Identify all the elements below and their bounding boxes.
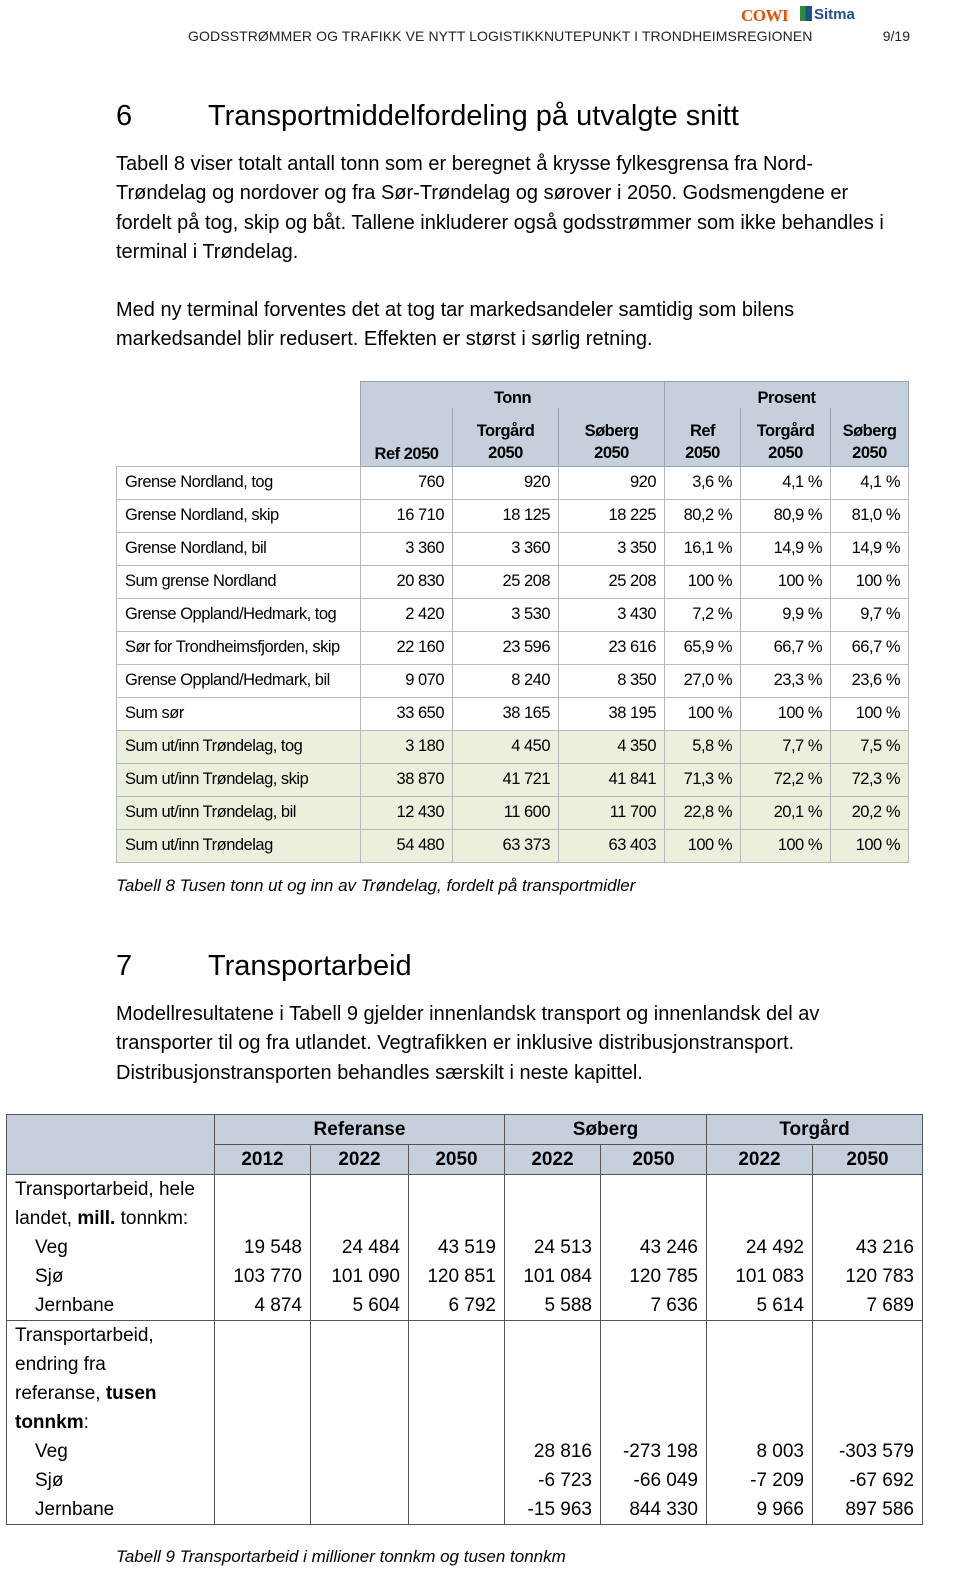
- paragraph: Modellresultatene i Tabell 9 gjelder innenlandsk transport og innenlandsk del av transporter til og fra utlandet. Vegtrafikken er inklusive distribusjonstransport. Distribusjonstransporten behandles særskilt i neste kapittel.: [116, 1003, 820, 1084]
- table-cell: 23,6 %: [831, 664, 909, 697]
- empty-cell: [215, 1379, 311, 1408]
- block-title: Transportarbeid, hele: [7, 1175, 215, 1205]
- table-cell: 120 785: [601, 1262, 707, 1291]
- group-header-referanse: Referanse: [215, 1115, 505, 1145]
- table-cell: 100 %: [741, 829, 831, 862]
- empty-cell: [601, 1350, 707, 1379]
- cowi-logo: COWI: [741, 6, 789, 25]
- table-cell: 28 816: [505, 1437, 601, 1466]
- table-cell: 760: [361, 466, 453, 499]
- table-cell: 23 616: [559, 631, 665, 664]
- empty-cell: [601, 1175, 707, 1205]
- sitma-logo: [800, 6, 855, 24]
- table-cell: 65,9 %: [665, 631, 741, 664]
- table-cell: 3 530: [453, 598, 559, 631]
- table-cell: 844 330: [601, 1495, 707, 1525]
- block-title-row: [7, 1175, 923, 1205]
- row-label: Sjø: [7, 1466, 215, 1495]
- table-cell: 120 783: [813, 1262, 923, 1291]
- table-cell: 38 165: [453, 697, 559, 730]
- table-cell: 20,1 %: [741, 796, 831, 829]
- table-cell: 7,7 %: [741, 730, 831, 763]
- table-cell: 18 225: [559, 499, 665, 532]
- block-title: Transportarbeid,: [7, 1321, 215, 1351]
- empty-cell: [813, 1408, 923, 1437]
- group-header-torgard: Torgård: [707, 1115, 923, 1145]
- sitma-logo-mark-icon: [800, 6, 812, 21]
- table-cell: 100 %: [741, 697, 831, 730]
- table-cell: 7 636: [601, 1291, 707, 1321]
- table-cell: 4 350: [559, 730, 665, 763]
- group-header-soberg: Søberg: [505, 1115, 707, 1145]
- table-cell: 38 870: [361, 763, 453, 796]
- group-header-tonn: Tonn: [361, 382, 665, 409]
- table-cell: 24 492: [707, 1233, 813, 1262]
- table-cell: 72,3 %: [831, 763, 909, 796]
- table-cell: 100 %: [741, 565, 831, 598]
- row-label: Sum grense Nordland: [117, 565, 361, 598]
- table-row: [7, 1495, 923, 1525]
- table-cell: 100 %: [665, 565, 741, 598]
- table-cell: 43 216: [813, 1233, 923, 1262]
- table-cell: 100 %: [831, 697, 909, 730]
- table-cell: 897 586: [813, 1495, 923, 1525]
- block-title-row: [7, 1350, 923, 1379]
- table-corner: [7, 1115, 215, 1145]
- table-cell: 4 450: [453, 730, 559, 763]
- table-cell: 8 003: [707, 1437, 813, 1466]
- page-number: 9/19: [882, 28, 910, 44]
- year-header: 2022: [707, 1145, 813, 1175]
- empty-cell: [813, 1379, 923, 1408]
- block-title-text: :: [83, 1411, 89, 1433]
- table-cell: 16,1 %: [665, 532, 741, 565]
- block-title-row: [7, 1379, 923, 1408]
- table-cell: 81,0 %: [831, 499, 909, 532]
- empty-cell: [311, 1321, 409, 1351]
- block-title-text: tonnkm:: [115, 1207, 189, 1229]
- page-header: [188, 24, 910, 48]
- block-title-text: referanse,: [15, 1382, 106, 1404]
- column-header: Ref 2050: [361, 408, 453, 466]
- empty-cell: [215, 1321, 311, 1351]
- row-label: Jernbane: [7, 1291, 215, 1321]
- year-header-row: [7, 1145, 923, 1175]
- table-cell: 33 650: [361, 697, 453, 730]
- empty-cell: [505, 1175, 601, 1205]
- table-cell: 100 %: [665, 697, 741, 730]
- table-cell: 920: [453, 466, 559, 499]
- table-cell: 41 841: [559, 763, 665, 796]
- table-cell: 72,2 %: [741, 763, 831, 796]
- table-row: [117, 730, 909, 763]
- empty-cell: [505, 1379, 601, 1408]
- empty-cell: [311, 1379, 409, 1408]
- table-cell: 2 420: [361, 598, 453, 631]
- table-8: [116, 381, 909, 863]
- row-label: Veg: [7, 1437, 215, 1466]
- table-cell: 11 600: [453, 796, 559, 829]
- block-title: [7, 1379, 215, 1408]
- year-header: 2022: [311, 1145, 409, 1175]
- table-cell: 18 125: [453, 499, 559, 532]
- table-cell: -66 049: [601, 1466, 707, 1495]
- table-cell: [215, 1495, 311, 1525]
- table-cell: 80,2 %: [665, 499, 741, 532]
- table-cell: 71,3 %: [665, 763, 741, 796]
- table-row: [7, 1262, 923, 1291]
- table-cell: 63 373: [453, 829, 559, 862]
- table-cell: 22,8 %: [665, 796, 741, 829]
- table-row: [7, 1437, 923, 1466]
- table-cell: [215, 1466, 311, 1495]
- table-cell: 3 360: [453, 532, 559, 565]
- table-cell: 80,9 %: [741, 499, 831, 532]
- section-number: 6: [116, 100, 133, 132]
- table-cell: 43 246: [601, 1233, 707, 1262]
- table-cell: 43 519: [409, 1233, 505, 1262]
- table-cell: 66,7 %: [831, 631, 909, 664]
- year-header: 2050: [813, 1145, 923, 1175]
- table-cell: 103 770: [215, 1262, 311, 1291]
- column-header: Søberg 2050: [831, 408, 909, 466]
- table-cell: 23 596: [453, 631, 559, 664]
- empty-cell: [409, 1408, 505, 1437]
- empty-cell: [505, 1204, 601, 1233]
- table-cell: 19 548: [215, 1233, 311, 1262]
- row-label: Sum ut/inn Trøndelag, skip: [117, 763, 361, 796]
- row-label: Sjø: [7, 1262, 215, 1291]
- table-cell: -303 579: [813, 1437, 923, 1466]
- table-cell: -67 692: [813, 1466, 923, 1495]
- table-cell: 16 710: [361, 499, 453, 532]
- group-header-prosent: Prosent: [665, 382, 909, 409]
- block-title-row: [7, 1204, 923, 1233]
- table-row: [117, 796, 909, 829]
- empty-cell: [409, 1175, 505, 1205]
- block-title: [7, 1408, 215, 1437]
- table-cell: 101 084: [505, 1262, 601, 1291]
- row-label: Sør for Trondheimsfjorden, skip: [117, 631, 361, 664]
- row-label: Sum ut/inn Trøndelag, bil: [117, 796, 361, 829]
- empty-cell: [409, 1350, 505, 1379]
- table-cell: 24 513: [505, 1233, 601, 1262]
- row-label: Grense Nordland, bil: [117, 532, 361, 565]
- table-cell: 8 350: [559, 664, 665, 697]
- table-cell: [409, 1495, 505, 1525]
- table-row: [117, 532, 909, 565]
- empty-cell: [813, 1175, 923, 1205]
- empty-cell: [813, 1350, 923, 1379]
- empty-cell: [505, 1408, 601, 1437]
- column-header: Torgård 2050: [453, 408, 559, 466]
- year-header: 2012: [215, 1145, 311, 1175]
- table-cell: 5 604: [311, 1291, 409, 1321]
- table-row: [117, 664, 909, 697]
- section-title: Transportmiddelfordeling på utvalgte snitt: [208, 100, 739, 132]
- sitma-logo-text: Sitma: [814, 6, 855, 23]
- table-cell: 38 195: [559, 697, 665, 730]
- table-cell: 22 160: [361, 631, 453, 664]
- table-cell: [409, 1466, 505, 1495]
- table-cell: 7 689: [813, 1291, 923, 1321]
- table-corner: [7, 1145, 215, 1175]
- empty-cell: [707, 1408, 813, 1437]
- empty-cell: [707, 1204, 813, 1233]
- table-cell: 3,6 %: [665, 466, 741, 499]
- row-label: Sum ut/inn Trøndelag: [117, 829, 361, 862]
- section-title: Transportarbeid: [208, 950, 412, 982]
- table-8-caption: Tabell 8 Tusen tonn ut og inn av Trøndelag, fordelt på transportmidler: [116, 876, 636, 895]
- empty-cell: [215, 1175, 311, 1205]
- table-cell: 41 721: [453, 763, 559, 796]
- table-cell: 9,9 %: [741, 598, 831, 631]
- empty-cell: [601, 1321, 707, 1351]
- table-cell: 14,9 %: [741, 532, 831, 565]
- empty-cell: [505, 1350, 601, 1379]
- table-cell: 63 403: [559, 829, 665, 862]
- table-cell: 100 %: [665, 829, 741, 862]
- table-cell: 7,5 %: [831, 730, 909, 763]
- block-title-unit: mill.: [77, 1207, 116, 1229]
- row-label: Grense Oppland/Hedmark, tog: [117, 598, 361, 631]
- table-cell: -7 209: [707, 1466, 813, 1495]
- empty-cell: [215, 1350, 311, 1379]
- table-cell: [311, 1495, 409, 1525]
- block-title-row: [7, 1321, 923, 1351]
- table-row: [117, 499, 909, 532]
- empty-cell: [707, 1175, 813, 1205]
- table-cell: 8 240: [453, 664, 559, 697]
- empty-cell: [311, 1175, 409, 1205]
- table-cell: 20,2 %: [831, 796, 909, 829]
- empty-cell: [813, 1321, 923, 1351]
- column-header: Søberg 2050: [559, 408, 665, 466]
- table-cell: 66,7 %: [741, 631, 831, 664]
- table-row: [117, 829, 909, 862]
- header-title: GODSSTRØMMER OG TRAFIKK VE NYTT LOGISTIKKNUTEPUNKT I TRONDHEIMSREGIONEN: [188, 28, 813, 44]
- empty-cell: [409, 1379, 505, 1408]
- table-cell: 4 874: [215, 1291, 311, 1321]
- table-cell: 27,0 %: [665, 664, 741, 697]
- empty-cell: [601, 1408, 707, 1437]
- table-cell: 12 430: [361, 796, 453, 829]
- table-9-caption: Tabell 9 Transportarbeid i millioner tonnkm og tusen tonnkm: [116, 1547, 566, 1566]
- empty-cell: [215, 1204, 311, 1233]
- empty-cell: [409, 1321, 505, 1351]
- empty-cell: [311, 1408, 409, 1437]
- table-cell: 24 484: [311, 1233, 409, 1262]
- table-cell: [409, 1437, 505, 1466]
- table-cell: [311, 1466, 409, 1495]
- table-cell: 120 851: [409, 1262, 505, 1291]
- row-label: Jernbane: [7, 1495, 215, 1525]
- empty-cell: [707, 1350, 813, 1379]
- row-label: Grense Nordland, skip: [117, 499, 361, 532]
- row-label: Sum ut/inn Trøndelag, tog: [117, 730, 361, 763]
- empty-cell: [601, 1379, 707, 1408]
- block-title-row: [7, 1408, 923, 1437]
- table-cell: 3 350: [559, 532, 665, 565]
- table-cell: 9 070: [361, 664, 453, 697]
- paragraph: Tabell 8 viser totalt antall tonn som er beregnet å krysse fylkesgrensa fra Nord-Trøndelag og nordover og fra Sør-Trøndelag og sørover i 2050. Godsmengdene er fordelt på tog, skip og båt. Tallene inkluderer også godsstrømmer som ikke behandles i terminal i Trøndelag.: [116, 153, 884, 264]
- table-row: [7, 1291, 923, 1321]
- table-row: [117, 631, 909, 664]
- section-number: 7: [116, 950, 133, 982]
- table-cell: 5 588: [505, 1291, 601, 1321]
- table-cell: 3 360: [361, 532, 453, 565]
- empty-cell: [311, 1204, 409, 1233]
- table-cell: 3 430: [559, 598, 665, 631]
- table-cell: 920: [559, 466, 665, 499]
- empty-cell: [409, 1204, 505, 1233]
- table-cell: 11 700: [559, 796, 665, 829]
- table-cell: -273 198: [601, 1437, 707, 1466]
- block-title: [7, 1204, 215, 1233]
- empty-cell: [505, 1321, 601, 1351]
- table-cell: 54 480: [361, 829, 453, 862]
- table-9: [6, 1114, 923, 1525]
- table-cell: 9 966: [707, 1495, 813, 1525]
- row-label: Sum sør: [117, 697, 361, 730]
- block-title-text: landet,: [15, 1207, 78, 1229]
- table-cell: 101 083: [707, 1262, 813, 1291]
- table-corner: [117, 382, 361, 467]
- table-cell: 100 %: [831, 565, 909, 598]
- table-cell: 5,8 %: [665, 730, 741, 763]
- column-header: Ref 2050: [665, 408, 741, 466]
- table-row: [117, 466, 909, 499]
- block-title: endring fra: [7, 1350, 215, 1379]
- block-title-unit: tusen: [105, 1382, 157, 1404]
- table-cell: 9,7 %: [831, 598, 909, 631]
- table-row: [117, 697, 909, 730]
- row-label: Grense Oppland/Hedmark, bil: [117, 664, 361, 697]
- table-cell: 101 090: [311, 1262, 409, 1291]
- year-header: 2022: [505, 1145, 601, 1175]
- paragraph: Med ny terminal forventes det at tog tar markedsandeler samtidig som bilens markedsandel blir redusert. Effekten er størst i sørlig retning.: [116, 299, 795, 351]
- table-row: [7, 1466, 923, 1495]
- table-cell: 14,9 %: [831, 532, 909, 565]
- year-header: 2050: [409, 1145, 505, 1175]
- table-cell: 5 614: [707, 1291, 813, 1321]
- row-label: Veg: [7, 1233, 215, 1262]
- empty-cell: [601, 1204, 707, 1233]
- table-cell: 100 %: [831, 829, 909, 862]
- table-cell: 25 208: [453, 565, 559, 598]
- empty-cell: [707, 1321, 813, 1351]
- table-cell: 20 830: [361, 565, 453, 598]
- empty-cell: [311, 1350, 409, 1379]
- table-row: [7, 1233, 923, 1262]
- row-label: Grense Nordland, tog: [117, 466, 361, 499]
- empty-cell: [813, 1204, 923, 1233]
- column-header: Torgård 2050: [741, 408, 831, 466]
- year-header: 2050: [601, 1145, 707, 1175]
- table-cell: -15 963: [505, 1495, 601, 1525]
- table-row: [117, 565, 909, 598]
- block-title-unit: tonnkm: [15, 1411, 84, 1433]
- table-cell: 6 792: [409, 1291, 505, 1321]
- table-cell: [215, 1437, 311, 1466]
- empty-cell: [707, 1379, 813, 1408]
- table-row: [117, 763, 909, 796]
- table-row: [117, 598, 909, 631]
- table-cell: 7,2 %: [665, 598, 741, 631]
- table-cell: 25 208: [559, 565, 665, 598]
- table-cell: 4,1 %: [831, 466, 909, 499]
- table-cell: [311, 1437, 409, 1466]
- empty-cell: [215, 1408, 311, 1437]
- table-cell: 3 180: [361, 730, 453, 763]
- table-cell: -6 723: [505, 1466, 601, 1495]
- table-cell: 23,3 %: [741, 664, 831, 697]
- table-cell: 4,1 %: [741, 466, 831, 499]
